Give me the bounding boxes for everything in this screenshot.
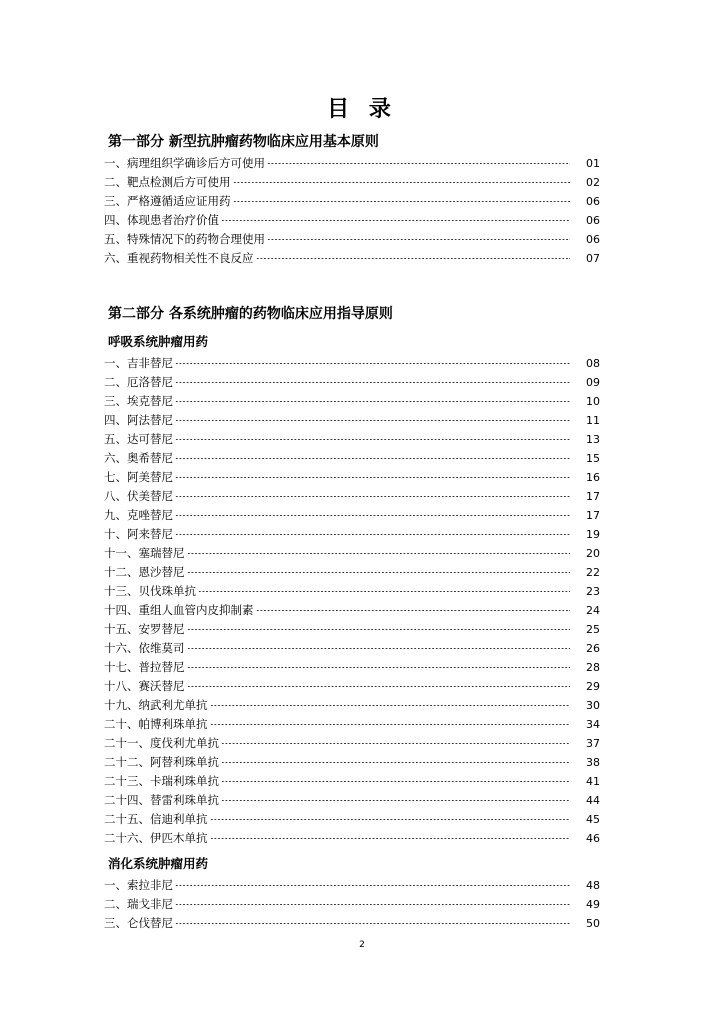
dot-leader: [187, 686, 571, 687]
toc-entry-label: 八、伏美替尼: [104, 489, 173, 503]
toc-entry[interactable]: [104, 810, 600, 828]
toc-entry[interactable]: [104, 487, 600, 505]
toc-entry[interactable]: [104, 430, 600, 448]
toc-entry[interactable]: [104, 354, 600, 372]
toc-entry[interactable]: [104, 876, 600, 894]
toc-entry-page: 01: [586, 156, 600, 170]
toc-entry[interactable]: [104, 658, 600, 676]
toc-entry-page: 22: [586, 565, 600, 579]
toc-entry-label: 六、奥希替尼: [104, 451, 173, 465]
toc-entry[interactable]: [104, 620, 600, 638]
toc-entry[interactable]: [104, 734, 600, 752]
toc-entry[interactable]: [104, 544, 600, 562]
toc-entry-page: 48: [586, 878, 600, 892]
toc-entry-label: 一、吉非替尼: [104, 356, 173, 370]
respiratory-section-heading: 呼吸系统肿瘤用药: [108, 334, 209, 349]
toc-entry-label: 二十五、信迪利单抗: [104, 812, 208, 826]
dot-leader: [175, 515, 570, 516]
toc-entry[interactable]: [104, 829, 600, 847]
toc-entry-label: 十四、重组人血管内皮抑制素: [104, 603, 254, 617]
toc-entry-label: 四、体现患者治疗价值: [104, 213, 219, 227]
toc-entry-page: 17: [586, 508, 600, 522]
toc-entry[interactable]: [104, 173, 600, 191]
dot-leader: [221, 743, 570, 744]
toc-entry-page: 06: [586, 194, 600, 208]
toc-entry-label: 三、仑伐替尼: [104, 916, 173, 930]
dot-leader: [210, 724, 571, 725]
part2-heading: 第二部分 各系统肿瘤的药物临床应用指导原则: [108, 306, 393, 322]
toc-entry[interactable]: [104, 411, 600, 429]
dot-leader: [175, 923, 570, 924]
toc-entry[interactable]: [104, 582, 600, 600]
dot-leader: [267, 239, 570, 240]
toc-entry-page: 34: [586, 717, 600, 731]
toc-entry-page: 10: [586, 394, 600, 408]
toc-entry[interactable]: [104, 506, 600, 524]
dot-leader: [210, 819, 571, 820]
page-title: 目 录: [327, 96, 397, 122]
dot-leader: [175, 477, 570, 478]
dot-leader: [175, 382, 570, 383]
toc-entry-page: 25: [586, 622, 600, 636]
toc-entry[interactable]: [104, 392, 600, 410]
toc-entry-label: 十七、普拉替尼: [104, 660, 185, 674]
toc-entry-label: 三、埃克替尼: [104, 394, 173, 408]
dot-leader: [175, 534, 570, 535]
dot-leader: [267, 163, 570, 164]
toc-entry[interactable]: [104, 895, 600, 913]
toc-entry-label: 二十六、伊匹木单抗: [104, 831, 208, 845]
dot-leader: [233, 182, 571, 183]
toc-entry-page: 09: [586, 375, 600, 389]
toc-entry-page: 30: [586, 698, 600, 712]
dot-leader: [221, 762, 570, 763]
dot-leader: [233, 201, 571, 202]
dot-leader: [221, 800, 570, 801]
toc-entry[interactable]: [104, 525, 600, 543]
toc-entry-label: 二、厄洛替尼: [104, 375, 173, 389]
toc-entry[interactable]: [104, 154, 600, 172]
toc-entry-label: 十九、纳武利尤单抗: [104, 698, 208, 712]
toc-entry-label: 六、重视药物相关性不良反应: [104, 251, 254, 265]
toc-entry-page: 45: [586, 812, 600, 826]
toc-entry-page: 13: [586, 432, 600, 446]
dot-leader: [187, 648, 571, 649]
toc-entry-label: 二十三、卡瑞利珠单抗: [104, 774, 219, 788]
toc-entry-page: 08: [586, 356, 600, 370]
toc-entry[interactable]: [104, 230, 600, 248]
dot-leader: [221, 220, 570, 221]
part1-heading: 第一部分 新型抗肿瘤药物临床应用基本原则: [108, 134, 379, 150]
toc-entry[interactable]: [104, 772, 600, 790]
dot-leader: [256, 258, 571, 259]
toc-entry-label: 十一、塞瑞替尼: [104, 546, 185, 560]
toc-entry-page: 19: [586, 527, 600, 541]
toc-entry[interactable]: [104, 715, 600, 733]
toc-entry-page: 06: [586, 213, 600, 227]
dot-leader: [187, 572, 571, 573]
toc-entry-label: 二、瑞戈非尼: [104, 897, 173, 911]
toc-entry[interactable]: [104, 563, 600, 581]
toc-entry-page: 17: [586, 489, 600, 503]
toc-entry[interactable]: [104, 677, 600, 695]
dot-leader: [175, 401, 570, 402]
toc-entry-page: 16: [586, 470, 600, 484]
toc-entry-page: 15: [586, 451, 600, 465]
dot-leader: [256, 610, 571, 611]
toc-entry-page: 50: [586, 916, 600, 930]
dot-leader: [187, 629, 571, 630]
toc-entry-page: 41: [586, 774, 600, 788]
toc-entry-label: 十八、赛沃替尼: [104, 679, 185, 693]
toc-entry-page: 24: [586, 603, 600, 617]
toc-entry[interactable]: [104, 639, 600, 657]
toc-entry-page: 28: [586, 660, 600, 674]
dot-leader: [175, 363, 570, 364]
dot-leader: [187, 667, 571, 668]
toc-entry-label: 七、阿美替尼: [104, 470, 173, 484]
toc-entry-label: 二十四、替雷利珠单抗: [104, 793, 219, 807]
toc-entry-label: 一、索拉非尼: [104, 878, 173, 892]
toc-entry-label: 二十、帕博利珠单抗: [104, 717, 208, 731]
toc-entry[interactable]: [104, 914, 600, 932]
toc-entry-page: 07: [586, 251, 600, 265]
toc-entry-label: 五、特殊情况下的药物合理使用: [104, 232, 265, 246]
toc-entry-label: 一、病理组织学确诊后方可使用: [104, 156, 265, 170]
digestive-section-heading: 消化系统肿瘤用药: [108, 856, 209, 871]
toc-entry-label: 二十二、阿替利珠单抗: [104, 755, 219, 769]
toc-entry-label: 十六、依维莫司: [104, 641, 185, 655]
toc-entry-label: 四、阿法替尼: [104, 413, 173, 427]
toc-entry-page: 49: [586, 897, 600, 911]
toc-entry-page: 11: [586, 413, 600, 427]
toc-entry-label: 二十一、度伐利尤单抗: [104, 736, 219, 750]
toc-entry[interactable]: [104, 192, 600, 210]
toc-entry-page: 44: [586, 793, 600, 807]
toc-entry-label: 十五、安罗替尼: [104, 622, 185, 636]
toc-entry-page: 02: [586, 175, 600, 189]
toc-entry-page: 23: [586, 584, 600, 598]
toc-entry[interactable]: [104, 753, 600, 771]
dot-leader: [175, 496, 570, 497]
toc-entry[interactable]: [104, 791, 600, 809]
toc-entry-page: 26: [586, 641, 600, 655]
dot-leader: [210, 838, 571, 839]
toc-entry-label: 九、克唑替尼: [104, 508, 173, 522]
toc-entry-page: 06: [586, 232, 600, 246]
toc-entry-page: 37: [586, 736, 600, 750]
toc-entry[interactable]: [104, 249, 600, 267]
page-number: 2: [359, 940, 365, 950]
dot-leader: [187, 553, 571, 554]
toc-entry-label: 十、阿来替尼: [104, 527, 173, 541]
dot-leader: [175, 439, 570, 440]
toc-entry-label: 十三、贝伐珠单抗: [104, 584, 196, 598]
toc-entry[interactable]: [104, 601, 600, 619]
toc-entry-page: 29: [586, 679, 600, 693]
dot-leader: [221, 781, 570, 782]
toc-entry[interactable]: [104, 211, 600, 229]
dot-leader: [175, 885, 570, 886]
dot-leader: [175, 904, 570, 905]
toc-entry-label: 五、达可替尼: [104, 432, 173, 446]
toc-entry-page: 20: [586, 546, 600, 560]
dot-leader: [198, 591, 570, 592]
toc-entry[interactable]: [104, 468, 600, 486]
toc-entry-page: 38: [586, 755, 600, 769]
toc-entry[interactable]: [104, 696, 600, 714]
toc-entry-label: 十二、恩沙替尼: [104, 565, 185, 579]
toc-entry-label: 三、严格遵循适应证用药: [104, 194, 231, 208]
toc-entry[interactable]: [104, 449, 600, 467]
dot-leader: [210, 705, 571, 706]
toc-entry-page: 46: [586, 831, 600, 845]
toc-entry-label: 二、靶点检测后方可使用: [104, 175, 231, 189]
dot-leader: [175, 420, 570, 421]
toc-entry[interactable]: [104, 373, 600, 391]
dot-leader: [175, 458, 570, 459]
